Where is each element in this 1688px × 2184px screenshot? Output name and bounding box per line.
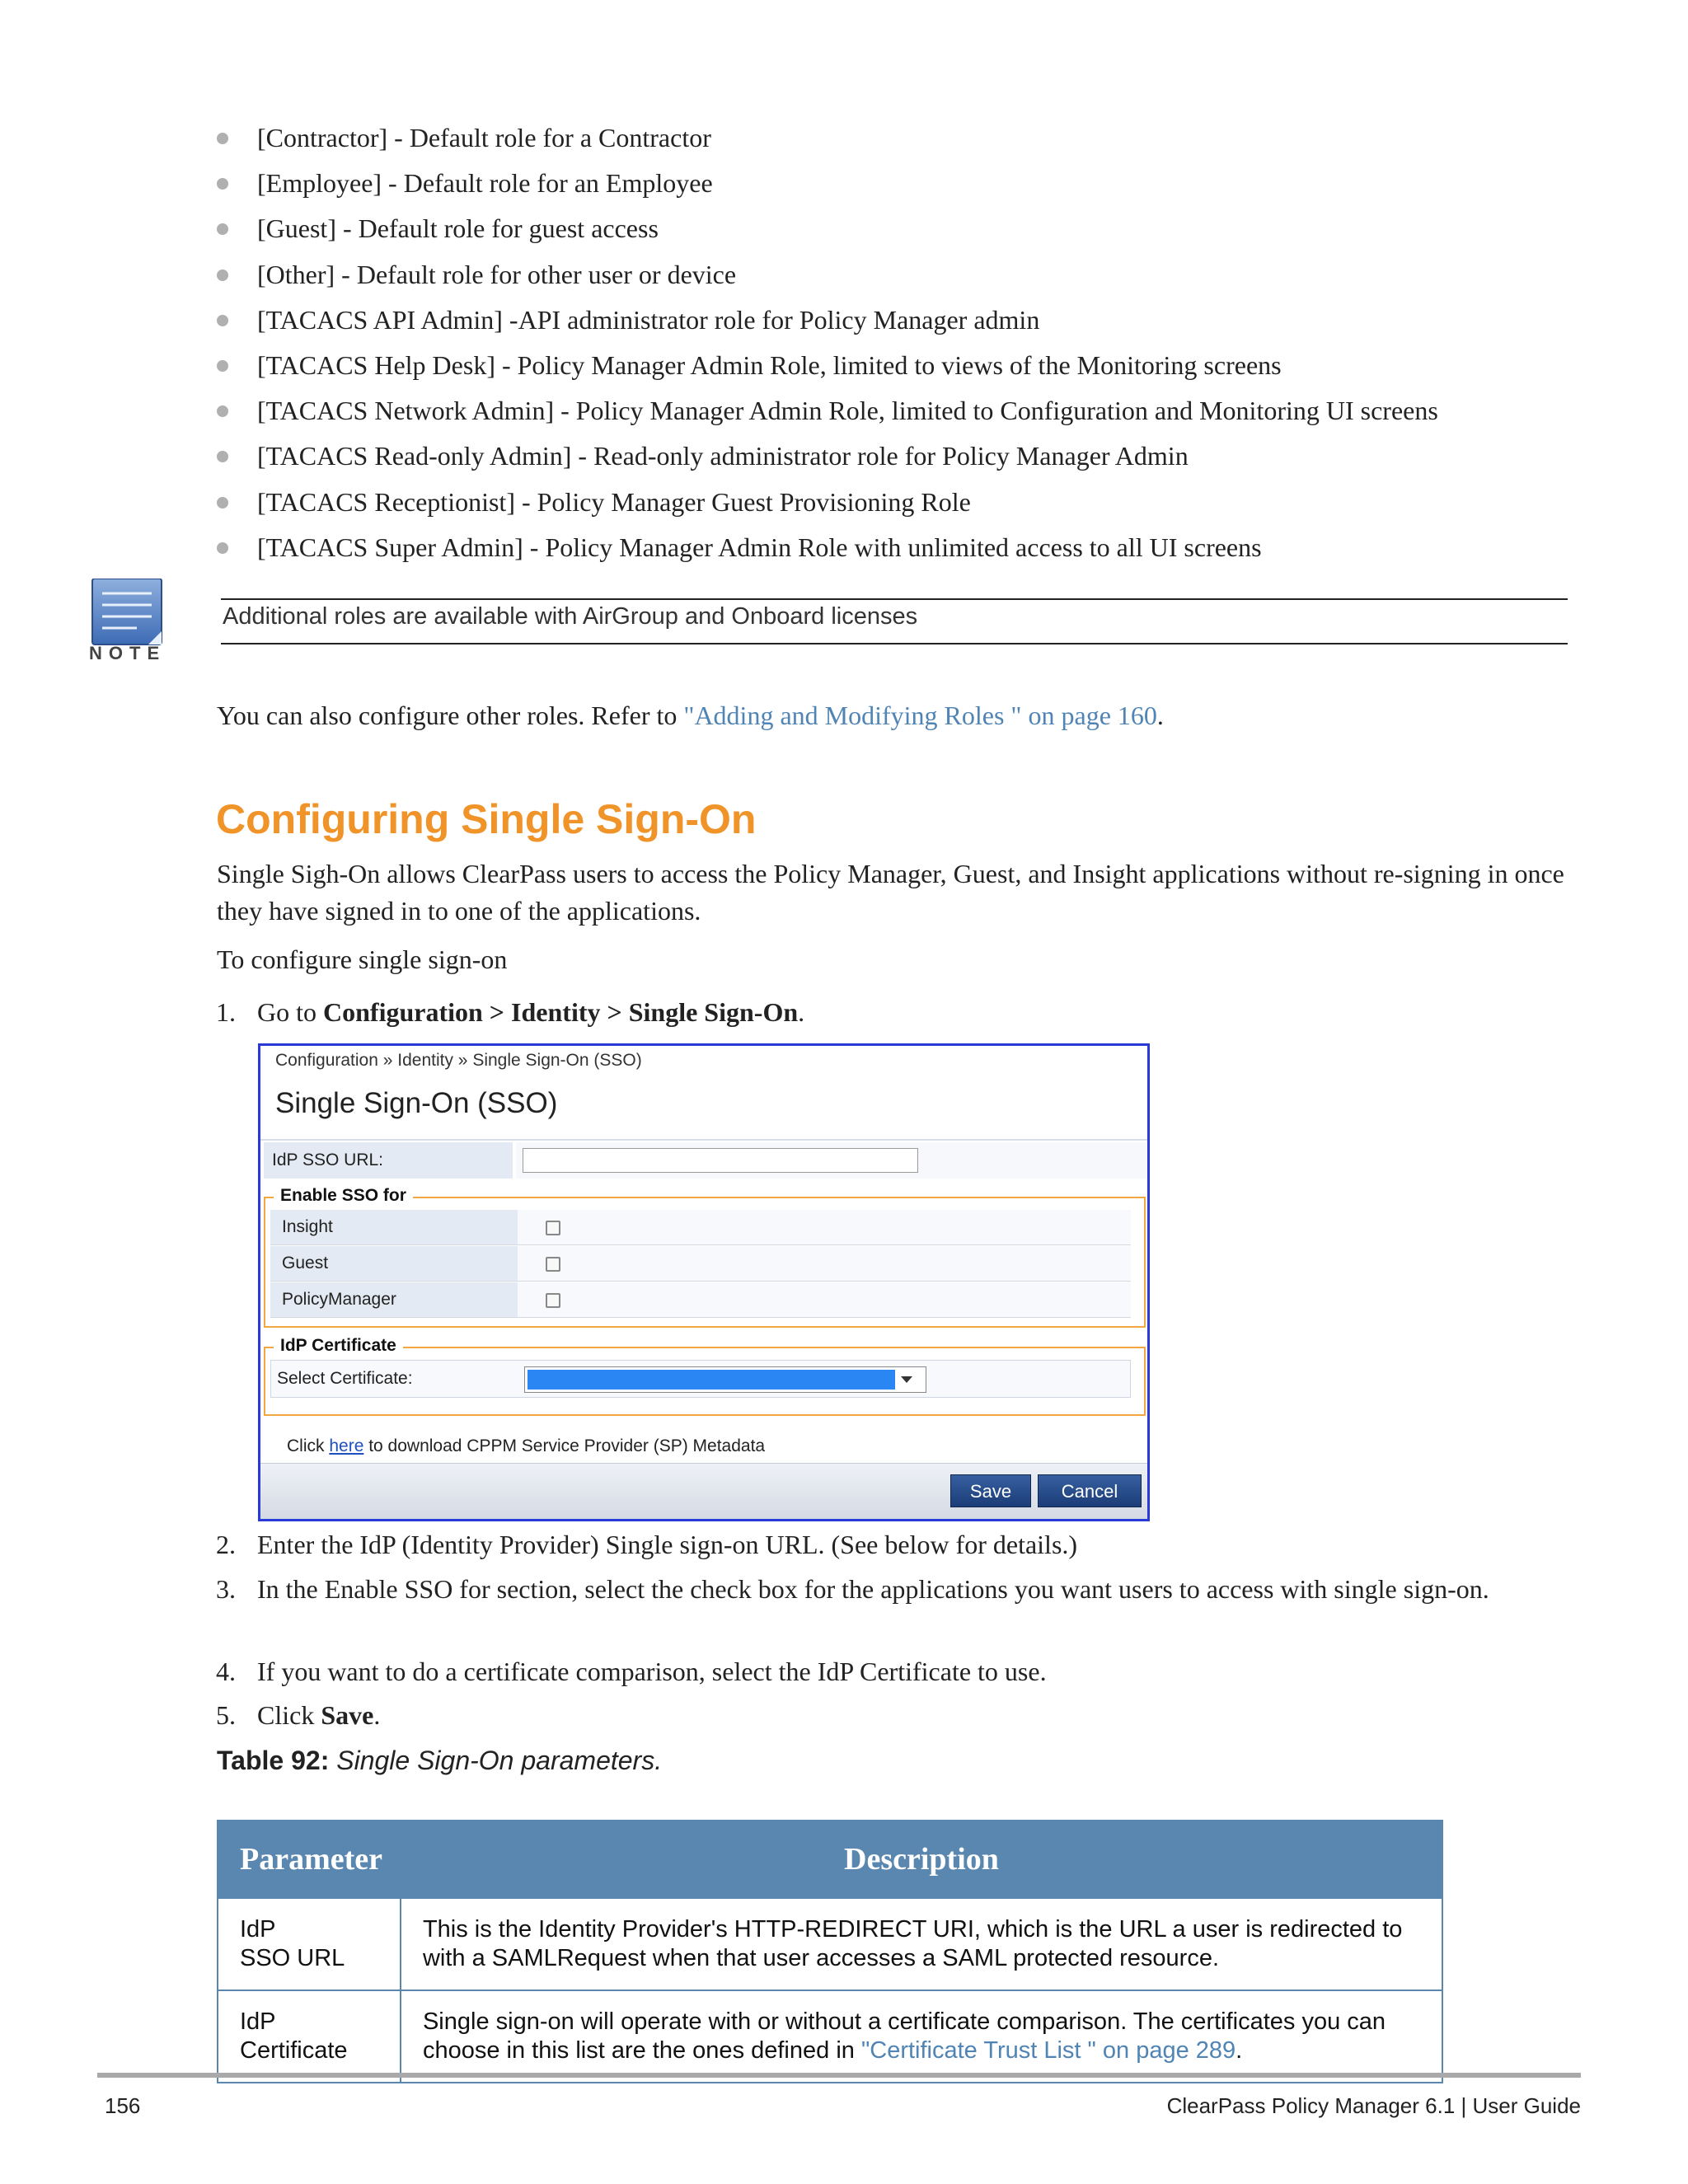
step-2: 2. Enter the IdP (Identity Provider) Single sign-on URL. (See below for details.) (216, 1530, 1078, 1559)
select-certificate-selected (528, 1370, 895, 1390)
idp-certificate-legend: IdP Certificate (274, 1336, 403, 1356)
header-description: Description (401, 1821, 1442, 1898)
download-metadata-text: Click here to download CPPM Service Provider (SP) Metadata (287, 1436, 766, 1455)
idp-sso-url-label: IdP SSO URL: (264, 1142, 513, 1179)
sso-screenshot (258, 1043, 1150, 1521)
bullet-item: [Employee] - Default role for an Employee (214, 161, 1615, 206)
certificate-trust-list-link[interactable]: "Certificate Trust List " on page 289 (860, 2037, 1236, 2064)
table-row: IdP Certificate Single sign-on will operate with or without a certificate comparison. The certificates you can choose in this list are the ones defined in "Certificate Trust List " on page 289. (218, 1990, 1442, 2083)
select-certificate-label: Select Certificate: (277, 1369, 413, 1388)
note-bottom-rule (221, 643, 1568, 644)
cancel-button[interactable]: Cancel (1038, 1474, 1142, 1507)
chevron-down-icon (901, 1376, 912, 1383)
page-number: 156 (105, 2093, 141, 2118)
bullet-dot-icon (217, 405, 228, 417)
bullet-item: [Guest] - Default role for guest access (214, 206, 1615, 251)
select-certificate-dropdown[interactable] (524, 1366, 926, 1393)
table-caption: Table 92: Single Sign-On parameters. (217, 1746, 663, 1775)
sso-app-label: Insight (270, 1210, 518, 1244)
note-top-rule (221, 598, 1568, 600)
note-text: Additional roles are available with AirGroup and Onboard licenses (223, 603, 918, 630)
bullet-dot-icon (217, 178, 228, 190)
adding-roles-link[interactable]: "Adding and Modifying Roles " on page 160 (683, 701, 1157, 730)
sso-app-row (270, 1210, 1131, 1245)
section-heading: Configuring Single Sign-On (216, 796, 757, 842)
bullet-item: [TACACS Super Admin] - Policy Manager Admin Role with unlimited access to all UI screens (214, 525, 1615, 570)
sso-app-checkbox[interactable] (546, 1221, 560, 1235)
bullet-item: [TACACS Read-only Admin] - Read-only administrator role for Policy Manager Admin (214, 434, 1615, 479)
enable-sso-legend: Enable SSO for (274, 1186, 413, 1206)
bullet-dot-icon (217, 223, 228, 235)
bullet-item: [TACACS Receptionist] - Policy Manager Guest Provisioning Role (214, 480, 1615, 525)
bullet-dot-icon (217, 451, 228, 462)
sso-app-label: PolicyManager (270, 1282, 518, 1317)
bullet-item: [Contractor] - Default role for a Contractor (214, 115, 1615, 161)
step-4: 4. If you want to do a certificate comparison, select the IdP Certificate to use. (216, 1657, 1047, 1686)
bullet-dot-icon (217, 315, 228, 326)
step-3: 3. In the Enable SSO for section, select the check box for the applications you want users to access with single sign-on. (216, 1574, 1489, 1604)
step-5: 5. Click Save. (216, 1700, 381, 1730)
page-title: Single Sign-On (SSO) (275, 1087, 558, 1119)
bullet-dot-icon (217, 269, 228, 281)
footer-title: ClearPass Policy Manager 6.1 | User Guide (1166, 2093, 1581, 2118)
sso-parameters-table (217, 1820, 1443, 2083)
idp-sso-url-input[interactable] (523, 1148, 918, 1173)
roles-paragraph: You can also configure other roles. Refer to "Adding and Modifying Roles " on page 160. (217, 701, 1164, 730)
bullet-item: [Other] - Default role for other user or device (214, 252, 1615, 298)
bullet-item: [TACACS Help Desk] - Policy Manager Admin Role, limited to views of the Monitoring screens (214, 343, 1615, 388)
breadcrumb: Configuration » Identity » Single Sign-On (SSO) (275, 1051, 642, 1070)
sso-app-row (270, 1246, 1131, 1282)
bullet-dot-icon (217, 360, 228, 372)
bullet-item: [TACACS Network Admin] - Policy Manager Admin Role, limited to Configuration and Monitoring UI screens (214, 388, 1615, 434)
sso-app-checkbox[interactable] (546, 1257, 560, 1272)
note-icon-label: NOTE (89, 643, 166, 663)
role-bullet-list (214, 115, 1615, 570)
header-parameter: Parameter (218, 1821, 401, 1898)
bullet-dot-icon (217, 133, 228, 144)
table-row: IdP SSO URL This is the Identity Provider's HTTP-REDIRECT URI, which is the URL a user is redirected to with a SAMLRequest when that user accesses a SAML protected resource. (218, 1898, 1442, 1990)
section-intro: Single Sigh-On allows ClearPass users to access the Policy Manager, Guest, and Insight applications without re-signing in once they have signed in to one of the applications. (217, 859, 1564, 926)
sso-app-checkbox[interactable] (546, 1293, 560, 1308)
footer-rule (97, 2073, 1581, 2078)
bullet-dot-icon (217, 497, 228, 509)
bullet-dot-icon (217, 542, 228, 554)
step-1: 1. Go to Configuration > Identity > Single Sign-On. (216, 997, 805, 1027)
sso-app-row (270, 1282, 1131, 1318)
sso-app-label: Guest (270, 1246, 518, 1281)
procedure-intro: To configure single sign-on (217, 944, 508, 974)
bullet-item: [TACACS API Admin] -API administrator role for Policy Manager admin (214, 298, 1615, 343)
download-here-link[interactable]: here (329, 1436, 364, 1455)
save-button[interactable]: Save (950, 1474, 1031, 1507)
